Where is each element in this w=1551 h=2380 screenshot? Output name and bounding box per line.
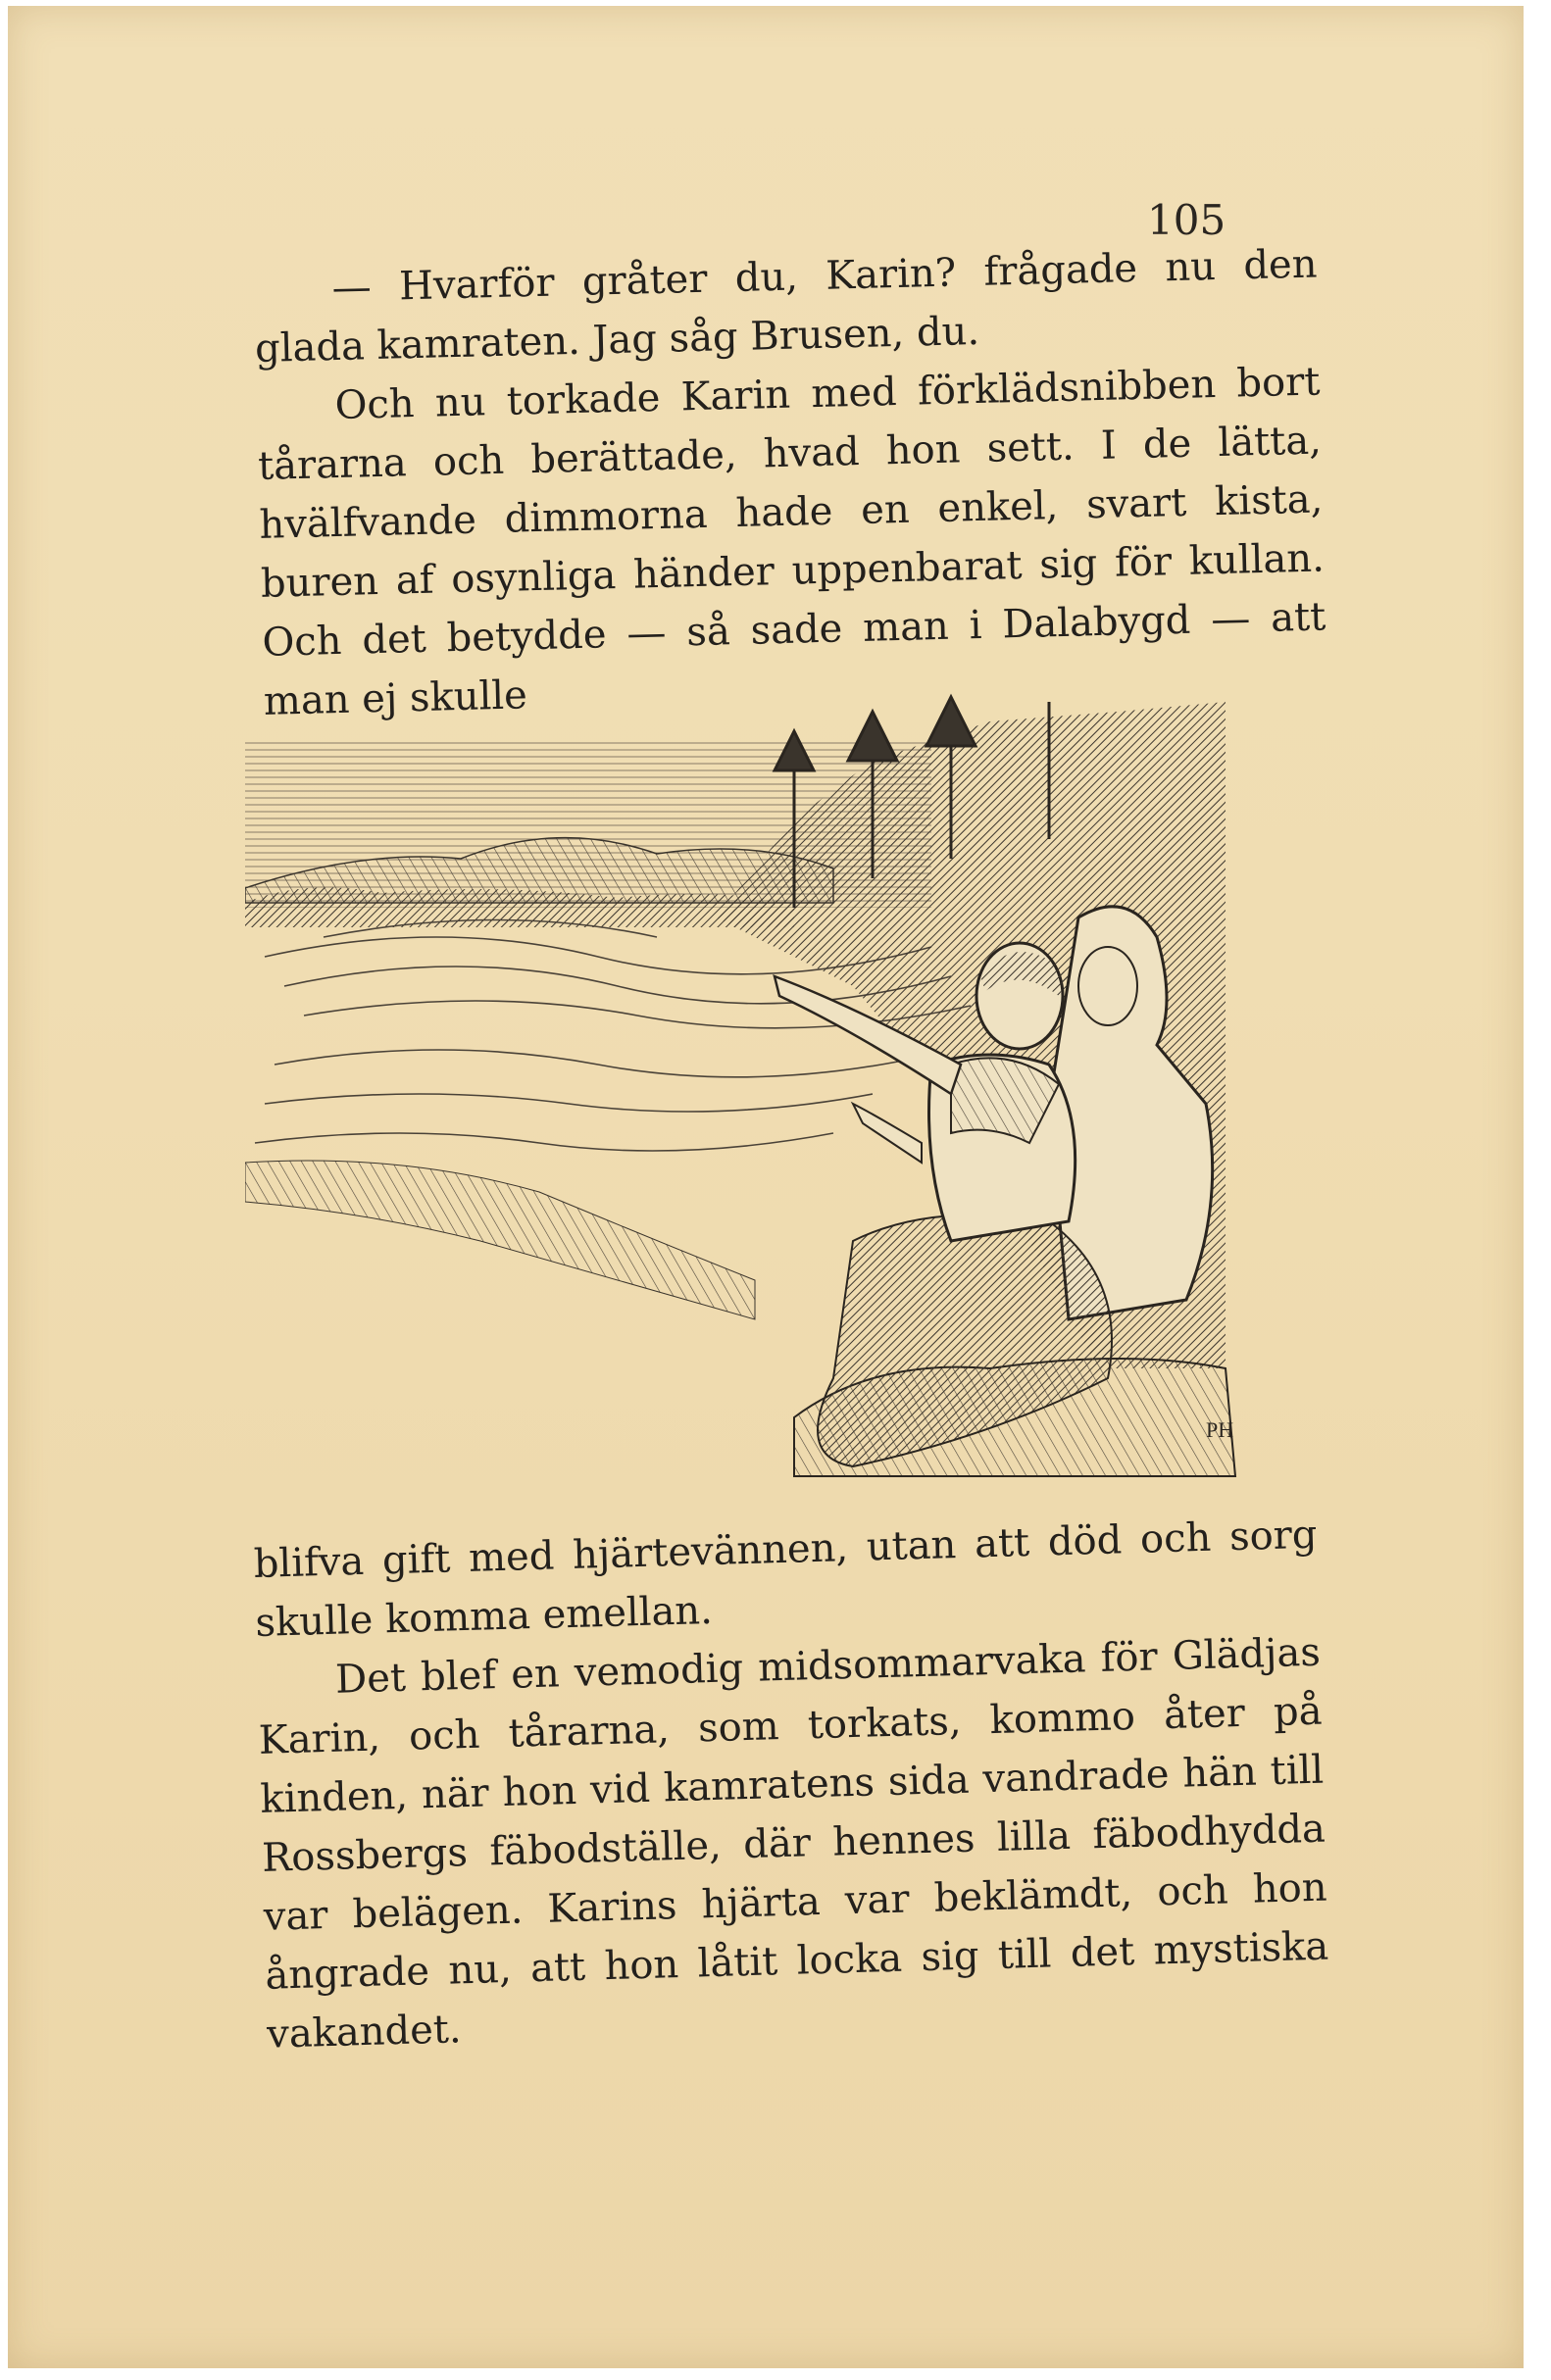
paragraph: — Hvarför gråter du, Karin? frågade nu den glada kamraten. Jag såg Brusen, du. <box>254 241 1318 372</box>
illustration-two-women-by-lake <box>245 692 1304 1486</box>
text-block-bottom <box>253 1506 1331 2064</box>
shore <box>245 1161 755 1319</box>
text-block-top <box>253 234 1327 730</box>
paragraph: blifva gift med hjärtevännen, utan att död och sorg skulle komma emellan. <box>253 1512 1319 1646</box>
paragraph: Det blef en vemodig midsommarvaka för Glädjas Karin, och tårarna, som torkats, kommo åter på kinden, när hon vid kamratens sida vandrade hän till Rossbergs fäbodställe, där hennes lilla fäbodhydda var belägen. Karins hjärta var beklämdt, och hon ångrade nu, att hon låtit locka sig till det mystiska vakandet. <box>258 1629 1329 2058</box>
page-number: 105 <box>1147 196 1226 244</box>
book-page <box>8 6 1524 2368</box>
illustration-signature: PH <box>1206 1417 1234 1442</box>
paragraph: Och nu torkade Karin med förklädsnibben bort tårarna och berättade, hvad hon sett. I de lätta, hvälfvande dimmorna hade en enkel, svart kista, buren af osynliga händer uppenbarat sig för kullan. Och det betydde — så sade man i Dalabygd — att man ej skulle <box>257 359 1326 724</box>
